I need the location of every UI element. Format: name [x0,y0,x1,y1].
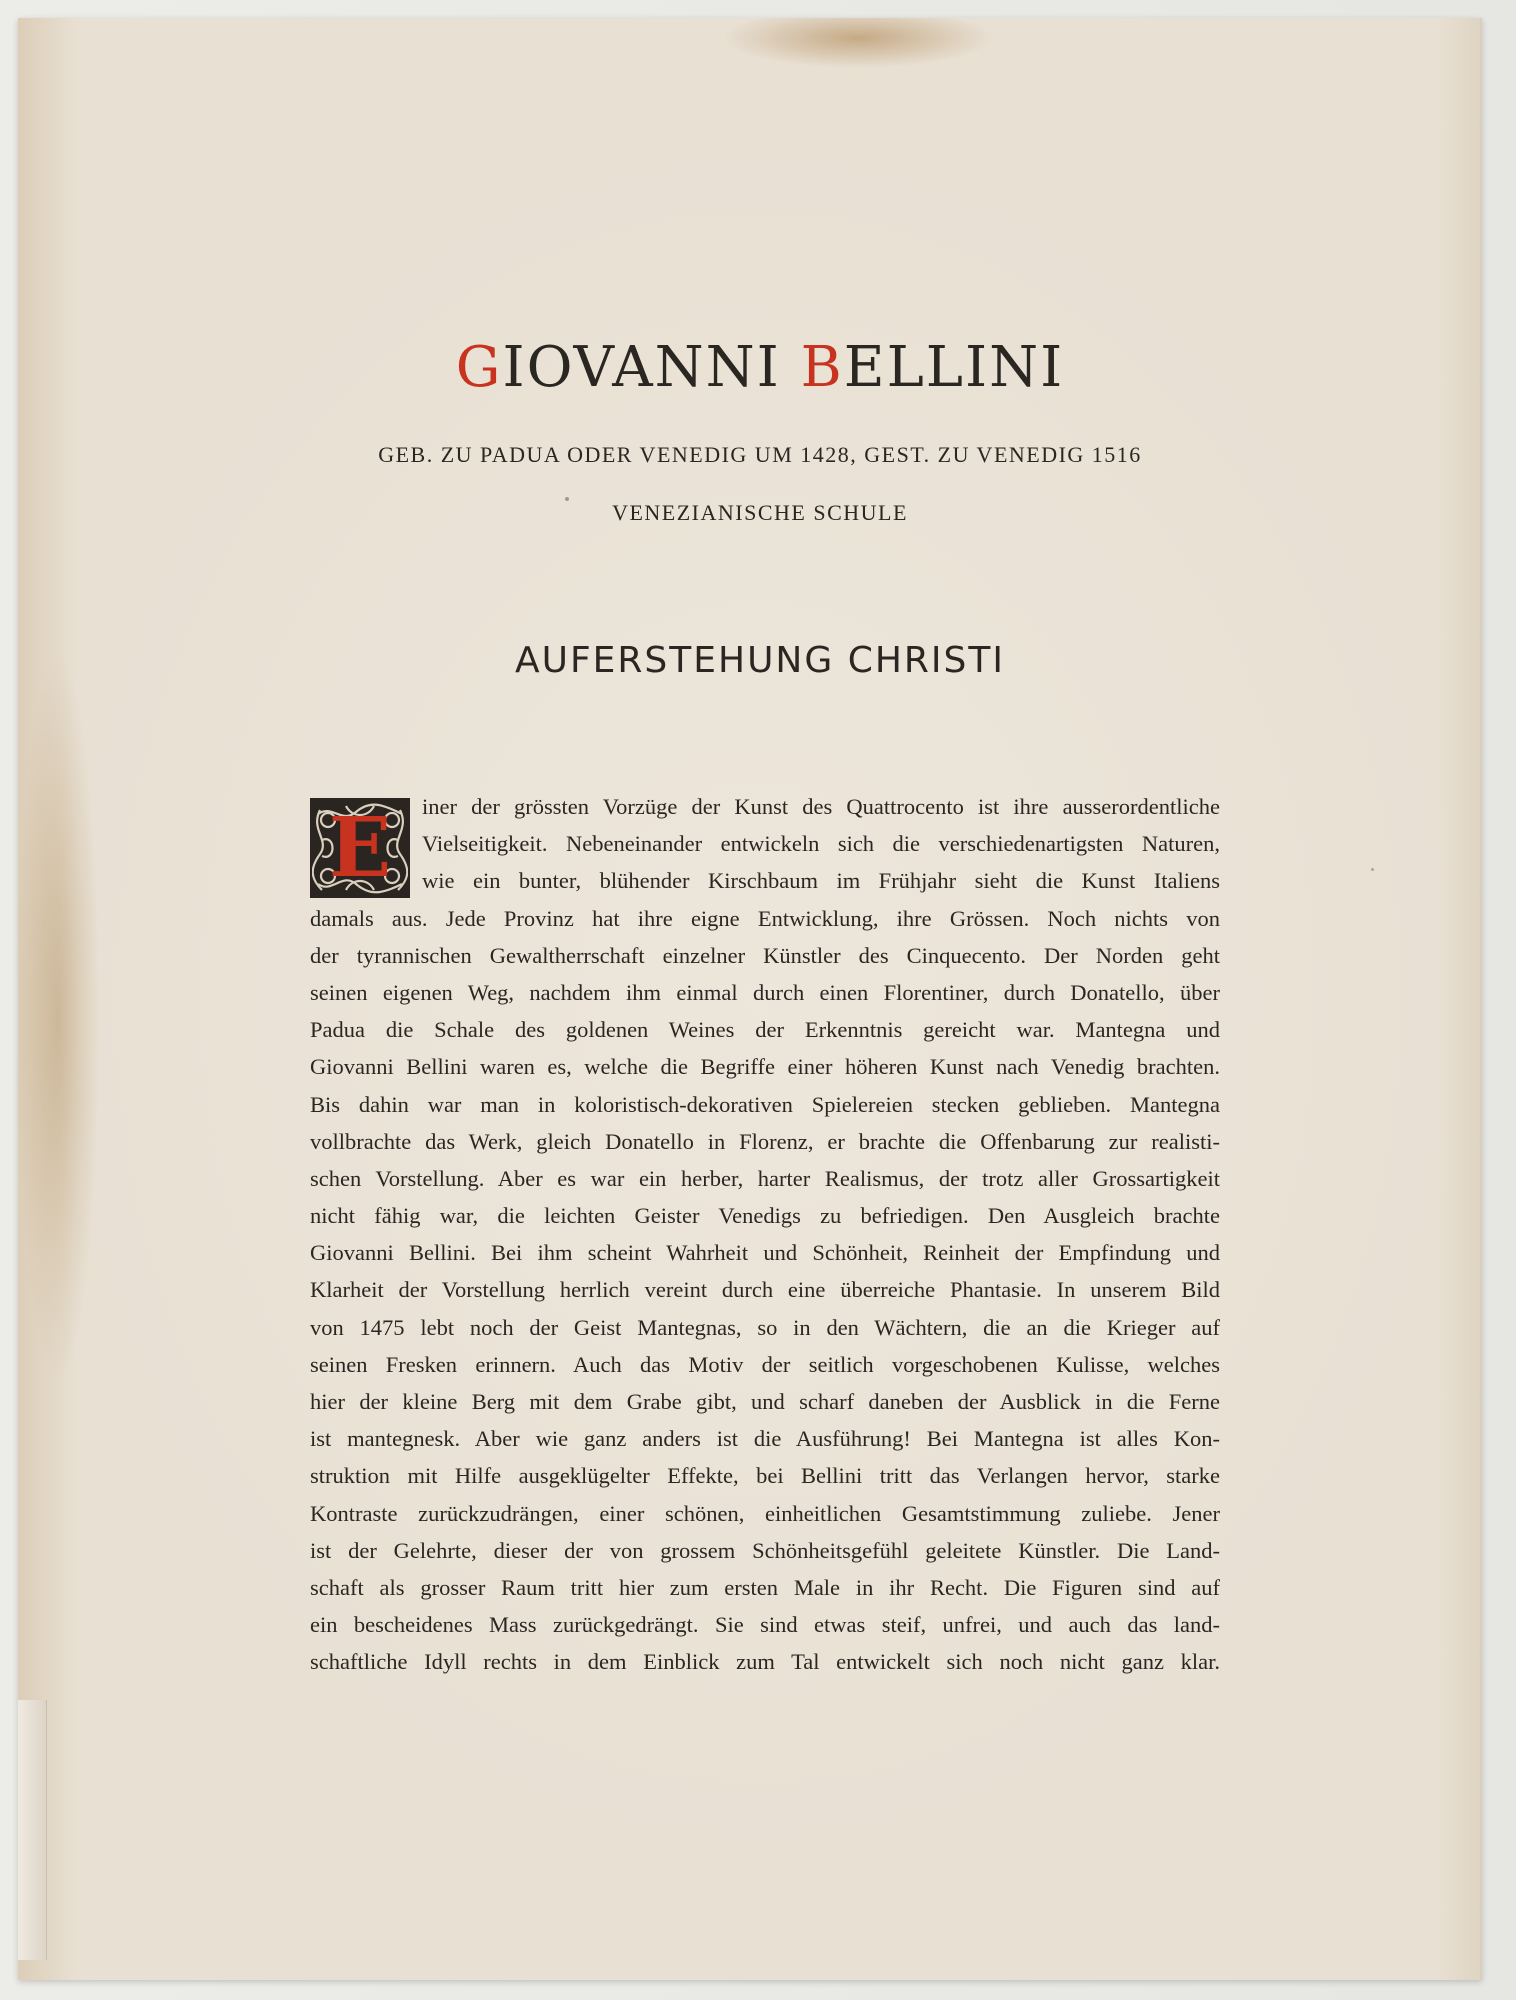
text-line: von 1475 lebt noch der Geist Mantegnas, so in den Wächtern, die an die Krieger auf [310,1314,1220,1340]
text-line: Giovanni Bellini waren es, welche die Begriffe einer höheren Kunst nach Venedig brachten. [310,1054,1220,1080]
artwork-title: AUFERSTEHUNG CHRISTI [514,640,1006,681]
page-title [290,335,1230,400]
title-initial-b: B [800,335,844,400]
text-line: vollbrachte das Werk, gleich Donatello in Florenz, er brachte die Offenbarung zur realisti- [310,1128,1220,1154]
text-line: der tyrannischen Gewaltherrschaft einzelner Künstler des Cinquecento. Der Norden geht [310,942,1220,968]
text-line: hier der kleine Berg mit dem Grabe gibt, und scharf daneben der Ausblick in die Ferne [310,1389,1220,1414]
text-line: seinen eigenen Weg, nachdem ihm einmal durch einen Florentiner, durch Donatello, über [310,979,1220,1005]
text-line: seinen Fresken erinnern. Auch das Motiv der seitlich vorgeschobenen Kulisse, welches [310,1351,1220,1377]
text-line: iner der grössten Vorzüge der Kunst des Quattrocento ist ihre ausserordentliche [422,794,1220,819]
title-initial-g: G [455,335,503,400]
text-line: Giovanni Bellini. Bei ihm scheint Wahrheit und Schönheit, Reinheit der Empfindung und [310,1240,1220,1266]
text-line: schaftliche Idyll rechts in dem Einblick zum Tal entwickelt sich noch nicht ganz klar. [310,1649,1220,1675]
paper-speck [1371,868,1374,871]
title-last-name-rest: ELLINI [843,335,1065,400]
artist-dates: GEB. ZU PADUA ODER VENEDIG UM 1428, GEST. ZU VENEDIG 1516 [378,442,1142,467]
body-paragraph [310,788,1220,1681]
art-school: VENEZIANISCHE SCHULE [612,500,908,525]
drop-cap-letter: E [328,800,392,896]
text-line: Klarheit der Vorstellung herrlich vereint durch eine überreiche Phantasie. In unserem Bild [310,1277,1220,1303]
text-line: ist mantegnesk. Aber wie ganz anders ist die Ausführung! Bei Mantegna ist alles Kon- [310,1426,1220,1452]
text-line: Vielseitigkeit. Nebeneinander entwickeln sich die verschiedenartigsten Naturen, [422,831,1220,857]
text-line: schen Vorstellung. Aber es war ein herber, harter Realismus, der trotz aller Grossartigkeit [310,1165,1220,1191]
text-line: ist der Gelehrte, dieser der von grossem Schönheitsgefühl geleitete Künstler. Die Land- [310,1537,1220,1563]
binding-edge [18,1700,47,1960]
text-line: Bis dahin war man in koloristisch-dekorativen Spielereien stecken geblieben. Mantegna [310,1091,1220,1117]
text-line: ein bescheidenes Mass zurückgedrängt. Sie sind etwas steif, unfrei, und auch das land- [310,1612,1220,1638]
text-line: Kontraste zurückzudrängen, einer schönen, einheitlichen Gesamtstimmung zuliebe. Jener [310,1500,1220,1526]
title-first-name-rest: IOVANNI [502,335,781,400]
text-line: struktion mit Hilfe ausgeklügelter Effekte, bei Bellini tritt das Verlangen hervor, starke [310,1463,1220,1489]
text-line: damals aus. Jede Provinz hat ihre eigne Entwicklung, ihre Grössen. Noch nichts von [310,905,1220,931]
text-line: wie ein bunter, blühender Kirschbaum im Frühjahr sieht die Kunst Italiens [422,868,1220,894]
text-line: schaft als grosser Raum tritt hier zum ersten Male in ihr Recht. Die Figuren sind auf [310,1574,1220,1600]
text-line: nicht fähig war, die leichten Geister Venedigs zu befriedigen. Den Ausgleich brachte [310,1203,1220,1229]
text-line: Padua die Schale des goldenen Weines der Erkenntnis gereicht war. Mantegna und [310,1017,1220,1043]
